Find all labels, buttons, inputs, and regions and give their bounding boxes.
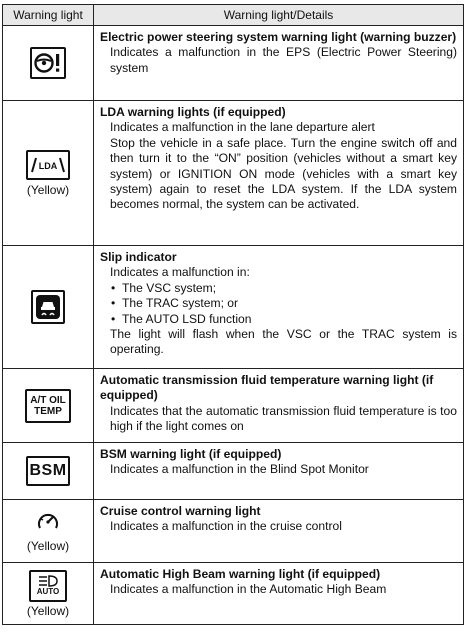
row-title: Automatic High Beam warning light (if equipped) (100, 567, 381, 581)
cruise-control-icon (33, 509, 63, 533)
at-oil-icon-text: A/T OIL (30, 394, 66, 406)
svg-text:LDA: LDA (38, 160, 58, 171)
icon-cell (3, 101, 94, 246)
row-text: Indicates a malfunction in the Automatic High Beam (110, 582, 387, 597)
row-details (94, 246, 464, 369)
icon-cell (3, 26, 94, 101)
bsm-icon (26, 456, 70, 486)
row-text: Indicates a malfunction in the EPS (Electric Power Steering) system (110, 45, 457, 75)
list-item: • The TRAC system; or (110, 296, 457, 311)
row-text: The light will flash when the VSC or the TRAC system is operating. (110, 327, 457, 357)
auto-icon-text: AUTO (36, 587, 60, 596)
row-title: Slip indicator (100, 250, 177, 264)
table-row (3, 563, 464, 625)
list-item: • The AUTO LSD function (110, 312, 457, 327)
icon-caption: (Yellow) (26, 539, 70, 553)
table-header-row (3, 5, 464, 26)
table-row (3, 101, 464, 246)
bullet-list (100, 281, 457, 327)
lda-warning-icon (26, 150, 70, 180)
row-title: Cruise control warning light (100, 504, 261, 518)
icon-cell (3, 500, 94, 563)
row-title: Electric power steering system warning light (warning buzzer) (100, 30, 457, 44)
table-row (3, 500, 464, 563)
table-row (3, 246, 464, 369)
header-warning-light: Warning light (3, 5, 94, 26)
header-details: Warning light/Details (94, 5, 464, 26)
icon-caption: (Yellow) (26, 182, 70, 197)
at-oil-temp-icon (25, 389, 71, 423)
row-details (94, 563, 464, 625)
icon-cell (3, 563, 94, 625)
list-item: • The VSC system; (110, 281, 457, 296)
eps-warning-icon (30, 47, 66, 79)
row-details (94, 369, 464, 443)
row-title: LDA warning lights (if equipped) (100, 105, 286, 119)
icon-cell (3, 369, 94, 443)
table-row (3, 26, 464, 101)
row-text: Indicates a malfunction in: (110, 265, 250, 280)
row-details (94, 500, 464, 563)
row-title: BSM warning light (if equipped) (100, 447, 282, 461)
table-row (3, 369, 464, 443)
row-details (94, 443, 464, 500)
table-row (3, 443, 464, 500)
slip-indicator-icon (31, 290, 65, 324)
row-title: Automatic transmission fluid temperature warning light (if equipped) (100, 373, 434, 403)
icon-cell (3, 246, 94, 369)
icon-caption: (Yellow) (26, 603, 70, 618)
auto-high-beam-icon (29, 570, 67, 602)
bsm-icon-text: BSM (29, 462, 67, 479)
row-text: Indicates a malfunction in the cruise control (110, 519, 342, 534)
row-text: Indicates a malfunction in the Blind Spot Monitor (110, 462, 369, 477)
warning-light-table (2, 4, 464, 625)
row-details (94, 101, 464, 246)
icon-cell (3, 443, 94, 500)
row-details (94, 26, 464, 101)
row-text: Indicates that the automatic transmission fluid temperature is too high if the light comes on (110, 403, 457, 434)
temp-icon-text: TEMP (34, 405, 62, 417)
row-text: Stop the vehicle in a safe place. Turn the engine switch off and then turn it to the “ON” position (vehicles without a smart key system) or IGNITION ON mode (vehicles with a smart key system) again to reset the LDA system. If the LDA system becomes normal, the system can be activated. (110, 135, 457, 212)
row-text: Indicates a malfunction in the lane departure alert (110, 120, 375, 135)
